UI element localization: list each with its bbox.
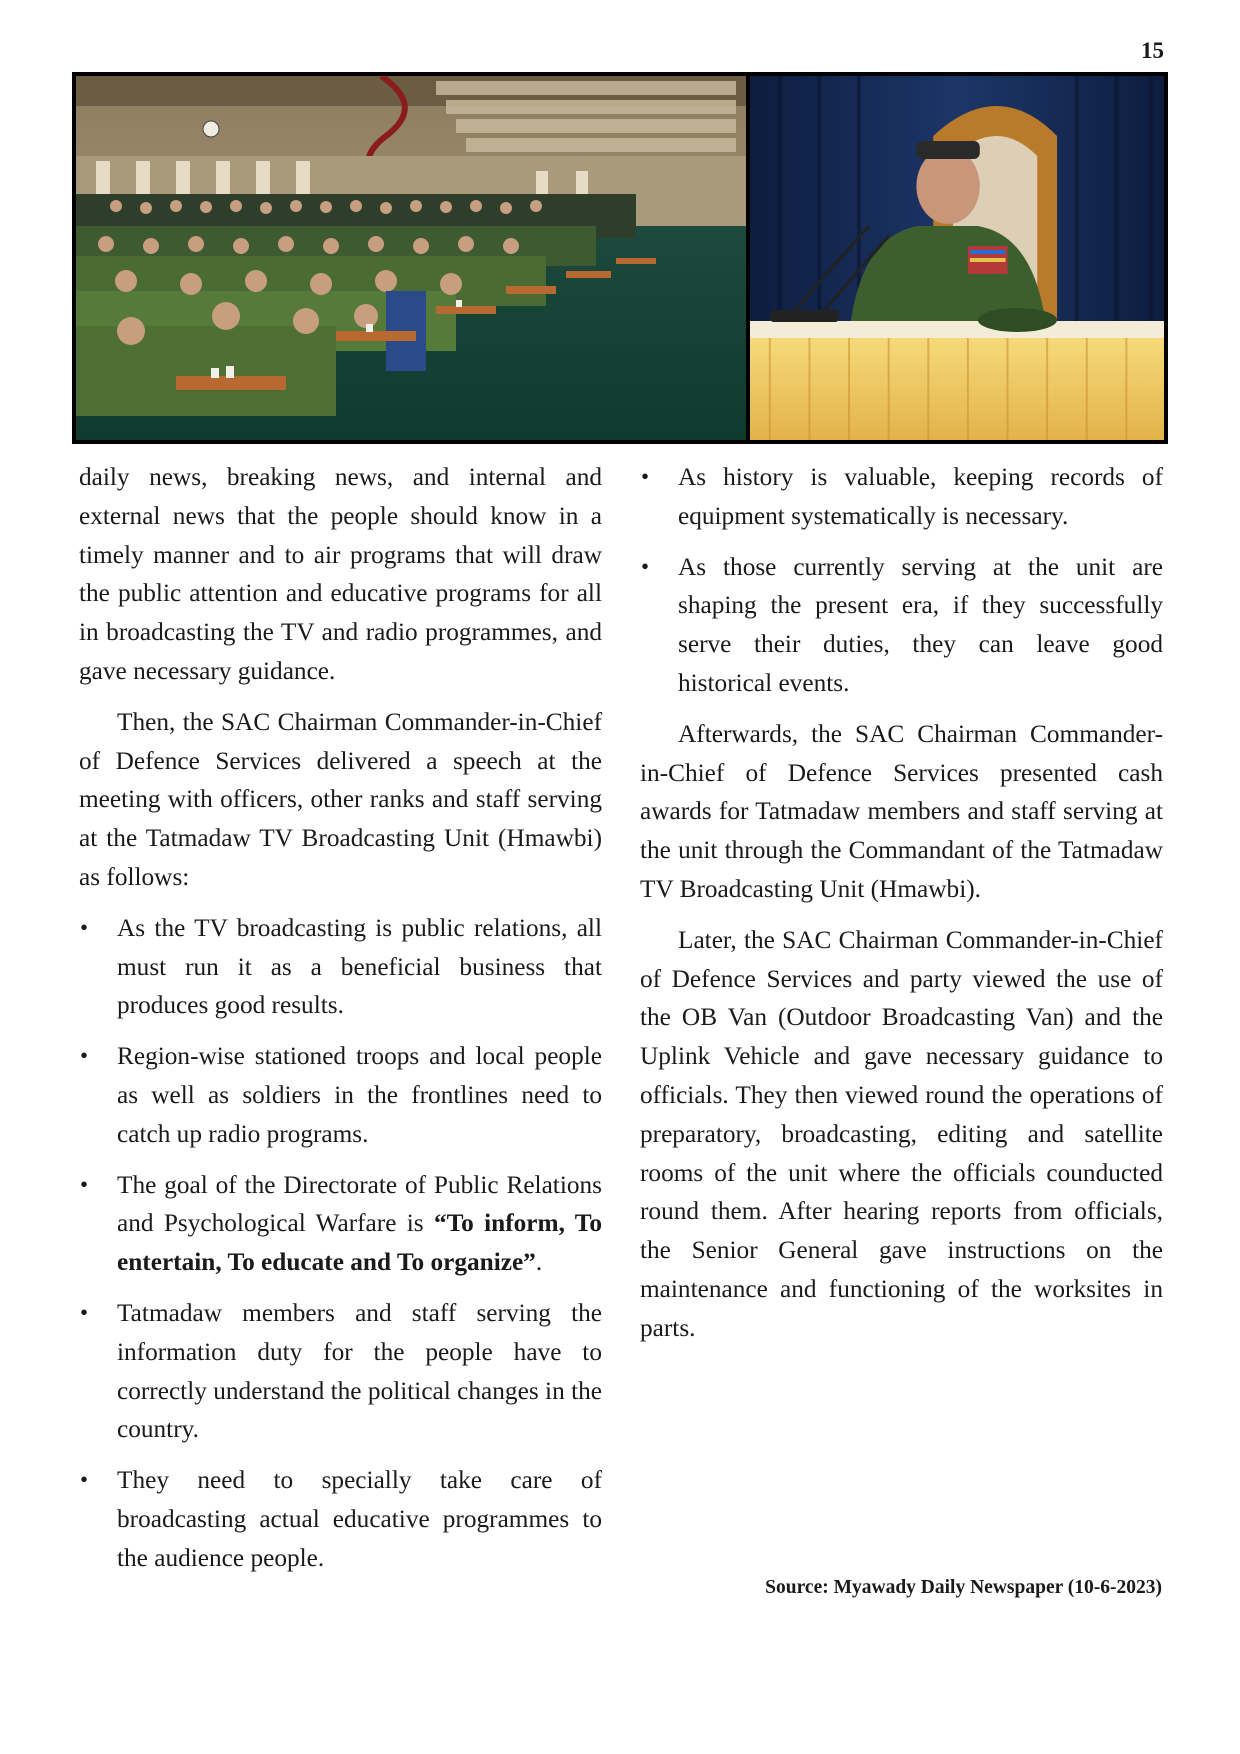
page-number: 15 <box>1141 38 1164 63</box>
right-paragraph-1: Afterwards, the SAC Chairman Commander-in-Chief of Defence Services presented cash awards for Tatmadaw members and staff serving at the unit through the Commandant of the Tatmadaw TV Broadcasting Unit (Hmawbi). <box>640 719 1163 903</box>
bullet-3-bold-quote: “To inform, To entertain, To educate and To organize” <box>117 1209 602 1277</box>
source-citation: Source: Myawady Daily Newspaper (10-6-2023) <box>765 1577 1162 1598</box>
photo-speaker-icon <box>750 76 1164 440</box>
left-bullet-4: • Tatmadaw members and staff serving the information duty for the people have to correctly understand the political changes in the country. <box>79 1294 602 1449</box>
right-bullet-1: • As history is valuable, keeping records of equipment systematically is necessary. <box>640 458 1163 536</box>
right-paragraph-2: Later, the SAC Chairman Commander-in-Chief of Defence Services and party viewed the use of the OB Van (Outdoor Broadcasting Van) and the Uplink Vehicle and gave necessary guidance to officials. They then viewed round the operations of preparatory, broadcasting, editing and satellite rooms of the unit where the officials counducted round them. After hearing reports from officials, the Senior General gave instructions on the maintenance and functioning of the worksites in parts. <box>640 925 1163 1342</box>
left-paragraph-1: daily news, breaking news, and internal and external news that the people should know in a timely manner and to air programs that will draw the public attention and educative programs for all in broadcasting the TV and radio programmes, and gave necessary guidance. <box>79 463 602 685</box>
bullet-3-suffix: . <box>535 1248 543 1277</box>
bullet-3-prefix: The goal of the Directorate of Public Relations and Psychological Warfare is <box>117 1170 602 1238</box>
right-bullet-list <box>640 458 1163 703</box>
photo-audience-icon <box>76 76 746 440</box>
left-column <box>79 458 602 1590</box>
photo-strip <box>72 72 1168 444</box>
right-bullet-2: • As those currently serving at the unit are shaping the present era, if they successfully serve their duties, they can leave good historical events. <box>640 548 1163 703</box>
right-column <box>640 458 1163 1360</box>
left-bullet-2: • Region-wise stationed troops and local people as well as soldiers in the frontlines need to catch up radio programs. <box>79 1037 602 1153</box>
left-paragraph-2: Then, the SAC Chairman Commander-in-Chief of Defence Services delivered a speech at the meeting with officers, other ranks and staff serving at the Tatmadaw TV Broadcasting Unit (Hmawbi) as follows: <box>79 707 602 891</box>
left-bullet-3 <box>79 1166 602 1282</box>
left-bullet-list <box>79 909 602 1578</box>
left-bullet-5: • They need to specially take care of broadcasting actual educative programmes to the audience people. <box>79 1461 602 1577</box>
left-bullet-1: • As the TV broadcasting is public relations, all must run it as a beneficial business that produces good results. <box>79 909 602 1025</box>
